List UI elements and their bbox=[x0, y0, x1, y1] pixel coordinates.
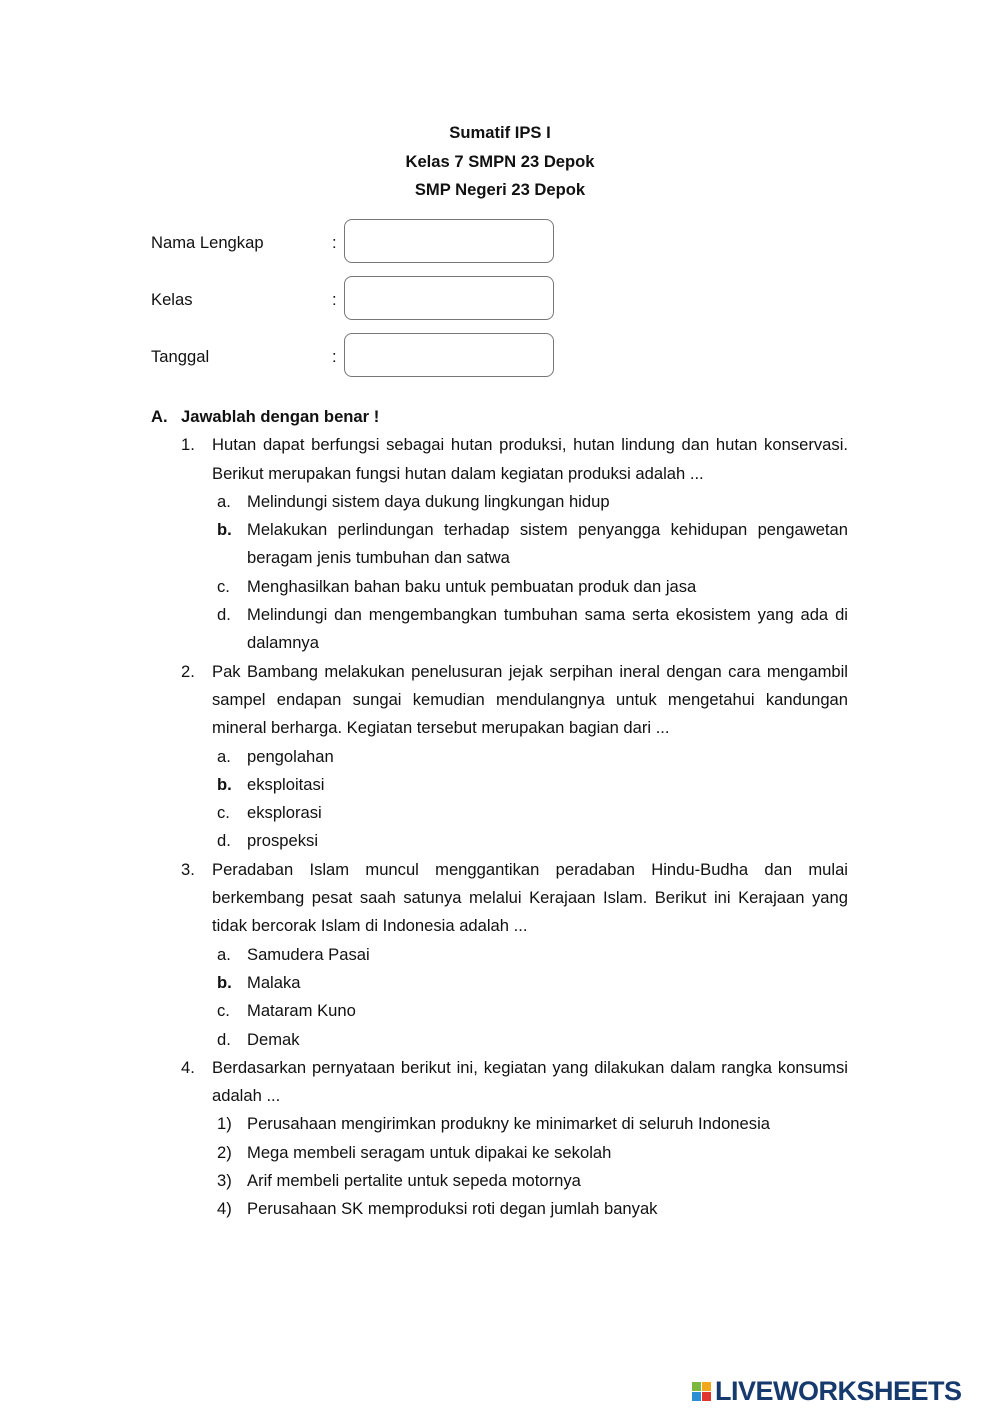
option-item[interactable] bbox=[151, 827, 851, 855]
liveworksheets-logo bbox=[692, 1376, 962, 1407]
class-line: Kelas 7 SMPN 23 Depok bbox=[405, 151, 595, 171]
option-text: eksploitasi bbox=[247, 774, 325, 794]
option-letter: a. bbox=[217, 944, 231, 964]
option-letter: 3) bbox=[217, 1171, 232, 1191]
colon: : bbox=[332, 290, 337, 309]
question-2 bbox=[151, 658, 851, 743]
option-text: Mataram Kuno bbox=[247, 1001, 356, 1021]
option-text: Perusahaan SK memproduksi roti degan jumlah banyak bbox=[247, 1199, 658, 1219]
class-label: Kelas bbox=[151, 290, 193, 309]
option-text: Malaka bbox=[247, 972, 301, 992]
question-text: Hutan dapat berfungsi sebagai hutan produksi, hutan lindung dan hutan konservasi. Berikut merupakan fungsi hutan dalam kegiatan produksi adalah ... bbox=[212, 435, 848, 483]
option-text: Arif membeli pertalite untuk sepeda motornya bbox=[247, 1171, 581, 1191]
question-number: 1. bbox=[181, 435, 195, 455]
option-item[interactable] bbox=[151, 488, 851, 516]
question-text: Peradaban Islam muncul menggantikan peradaban Hindu-Budha dan mulai berkembang pesat saah satunya melalui Kerajaan Islam. Berikut ini Kerajaan yang tidak bercorak Islam di Indonesia adalah ... bbox=[212, 859, 848, 936]
option-item[interactable] bbox=[151, 997, 851, 1025]
colon: : bbox=[332, 233, 337, 252]
section-a bbox=[151, 403, 851, 1224]
logo-text: LIVEWORKSHEETS bbox=[715, 1376, 962, 1406]
option-letter: 4) bbox=[217, 1199, 232, 1219]
date-label: Tanggal bbox=[151, 347, 210, 366]
option-text: Demak bbox=[247, 1029, 300, 1049]
option-text: Samudera Pasai bbox=[247, 944, 370, 964]
option-text: Perusahaan mengirimkan produkny ke minimarket di seluruh Indonesia bbox=[247, 1114, 770, 1134]
name-input[interactable] bbox=[344, 219, 554, 263]
option-letter: c. bbox=[217, 576, 230, 596]
option-item[interactable] bbox=[151, 1110, 851, 1138]
option-text: pengolahan bbox=[247, 746, 334, 766]
section-title: Jawablah dengan benar ! bbox=[181, 407, 380, 426]
name-label: Nama Lengkap bbox=[151, 233, 264, 252]
question-1 bbox=[151, 431, 851, 488]
option-letter: d. bbox=[217, 1029, 231, 1049]
worksheet-header bbox=[0, 119, 1000, 205]
option-letter: b. bbox=[217, 774, 232, 794]
option-item[interactable] bbox=[151, 601, 851, 658]
question-number: 3. bbox=[181, 859, 195, 879]
option-letter: a. bbox=[217, 746, 231, 766]
question-text: Berdasarkan pernyataan berikut ini, kegiatan yang dilakukan dalam rangka konsumsi adalah ... bbox=[212, 1057, 848, 1106]
question-4 bbox=[151, 1054, 851, 1111]
option-letter: d. bbox=[217, 831, 231, 851]
option-letter: b. bbox=[217, 972, 232, 992]
option-text: Melindungi sistem daya dukung lingkungan hidup bbox=[247, 491, 610, 511]
colon: : bbox=[332, 347, 337, 366]
option-item[interactable] bbox=[151, 799, 851, 827]
option-item[interactable] bbox=[151, 743, 851, 771]
option-letter: 2) bbox=[217, 1142, 232, 1162]
section-marker: A. bbox=[151, 407, 168, 426]
question-number: 4. bbox=[181, 1057, 195, 1077]
option-letter: c. bbox=[217, 803, 230, 823]
option-letter: d. bbox=[217, 605, 231, 625]
option-item[interactable] bbox=[151, 1167, 851, 1195]
option-item[interactable] bbox=[151, 516, 851, 573]
name-row bbox=[151, 219, 571, 267]
date-input[interactable] bbox=[344, 333, 554, 377]
section-heading bbox=[151, 403, 851, 431]
option-letter: a. bbox=[217, 491, 231, 511]
option-item[interactable] bbox=[151, 1195, 851, 1223]
option-text: Mega membeli seragam untuk dipakai ke sekolah bbox=[247, 1142, 612, 1162]
option-item[interactable] bbox=[151, 1139, 851, 1167]
worksheet-title: Sumatif IPS I bbox=[449, 123, 551, 142]
option-text: Menghasilkan bahan baku untuk pembuatan produk dan jasa bbox=[247, 576, 697, 596]
option-item[interactable] bbox=[151, 771, 851, 799]
question-3 bbox=[151, 856, 851, 941]
option-item[interactable] bbox=[151, 941, 851, 969]
option-text: Melakukan perlindungan terhadap sistem penyangga kehidupan pengawetan beragam jenis tumbuhan dan satwa bbox=[247, 520, 848, 568]
option-letter: 1) bbox=[217, 1114, 232, 1134]
class-input[interactable] bbox=[344, 276, 554, 320]
class-row bbox=[151, 276, 571, 324]
option-text: eksplorasi bbox=[247, 803, 322, 823]
logo-tiles-icon bbox=[692, 1382, 711, 1401]
date-row bbox=[151, 333, 571, 381]
question-number: 2. bbox=[181, 661, 195, 681]
school-name: SMP Negeri 23 Depok bbox=[414, 180, 586, 199]
option-letter: b. bbox=[217, 520, 232, 540]
option-item[interactable] bbox=[151, 573, 851, 601]
option-item[interactable] bbox=[151, 1026, 851, 1054]
option-letter: c. bbox=[217, 1001, 230, 1021]
option-text: Melindungi dan mengembangkan tumbuhan sama serta ekosistem yang ada di dalamnya bbox=[247, 605, 848, 653]
option-text: prospeksi bbox=[247, 831, 319, 851]
question-text: Pak Bambang melakukan penelusuran jejak serpihan ineral dengan cara mengambil sampel endapan sungai kemudian mendulangnya untuk mengetahui kandungan mineral berharga. Kegiatan tersebut merupakan bagian dari ... bbox=[212, 661, 848, 738]
option-item[interactable] bbox=[151, 969, 851, 997]
